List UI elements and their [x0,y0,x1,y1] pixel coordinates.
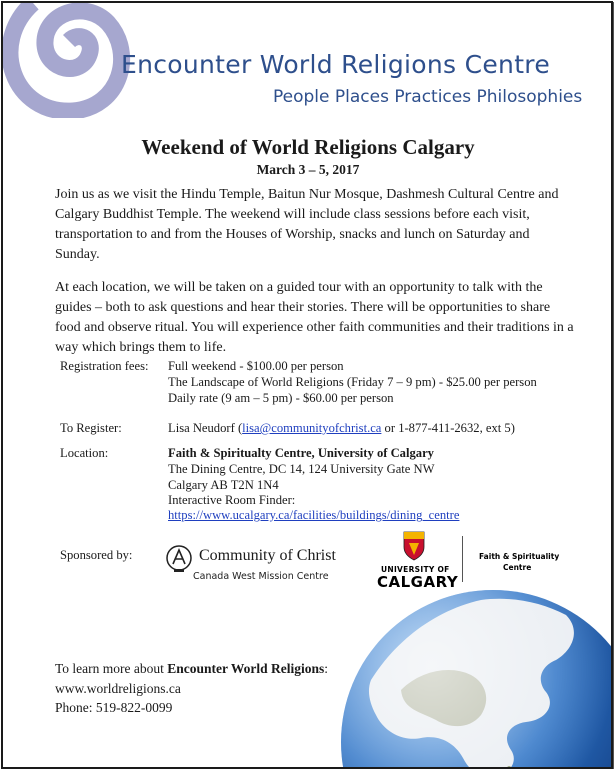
fsc-line1: Faith & Spirituality [479,552,560,561]
uc-line2: CALGARY [377,573,459,591]
learn-brand: Encounter World Religions [167,661,325,676]
address-line: The Dining Centre, DC 14, 124 University Gate NW [168,462,435,476]
contact-name: Lisa Neudorf ( [168,421,243,435]
room-finder-link[interactable]: https://www.ucalgary.ca/facilities/buildings/dining_centre [168,508,460,522]
learn-more-line [55,661,328,677]
university-of-calgary-shield-icon [403,531,425,561]
sponsors-label: Sponsored by: [60,548,133,562]
event-dates: March 3 – 5, 2017 [256,162,360,177]
room-finder-label: Interactive Room Finder: [168,493,296,507]
register-label: To Register: [60,421,122,435]
fee-item: The Landscape of World Religions (Friday 7 – 9 pm) - $25.00 per person [168,375,537,389]
registration-label: Registration fees: [60,359,149,373]
venue-name: Faith & Spiritualty Centre, University of Calgary [168,446,434,460]
logo-divider [462,536,463,582]
fsc-line2: Centre [503,563,532,572]
swirl-logo-icon [3,3,133,118]
uc-line1: UNIVERSITY OF [381,565,450,574]
brand-title: Encounter World Religions Centre [121,50,551,79]
fee-item: Daily rate (9 am – 5 pm) - $60.00 per person [168,391,394,405]
website[interactable]: www.worldreligions.ca [55,681,181,696]
phone: Phone: 519-822-0099 [55,700,173,715]
learn-suffix: : [324,661,329,676]
location-label: Location: [60,446,109,460]
flyer-page [1,1,613,769]
register-contact [168,421,515,437]
tour-paragraph: At each location, we will be taken on a guided tour with an opportunity to talk with the guides – both to ask questions and hear their stories. There will be opportunities to share food and observe ritual. You will experience other faith communities and their traditions in a way which brings them to life. [55,280,574,355]
email-link[interactable]: lisa@communityofchrist.ca [242,421,382,435]
address-line: Calgary AB T2N 1N4 [168,478,279,492]
intro-paragraph: Join us as we visit the Hindu Temple, Baitun Nur Mosque, Dashmesh Cultural Centre and Calgary Buddhist Temple. The weekend will include class sessions before each visit, transportation to and from the Houses of Worship, snacks and lunch on Saturday and Sunday. [55,187,559,262]
brand-tagline: People Places Practices Philosophies [273,87,583,107]
coc-subtitle: Canada West Mission Centre [193,571,329,582]
event-title: Weekend of World Religions Calgary [141,135,475,159]
fee-item: Full weekend - $100.00 per person [168,359,344,373]
globe-image-icon [341,570,613,769]
coc-name: Community of Christ [199,547,336,564]
learn-prefix: To learn more about [55,661,168,676]
community-of-christ-logo-icon [165,544,193,574]
contact-phone: or 1-877-411-2632, ext 5) [381,421,515,435]
